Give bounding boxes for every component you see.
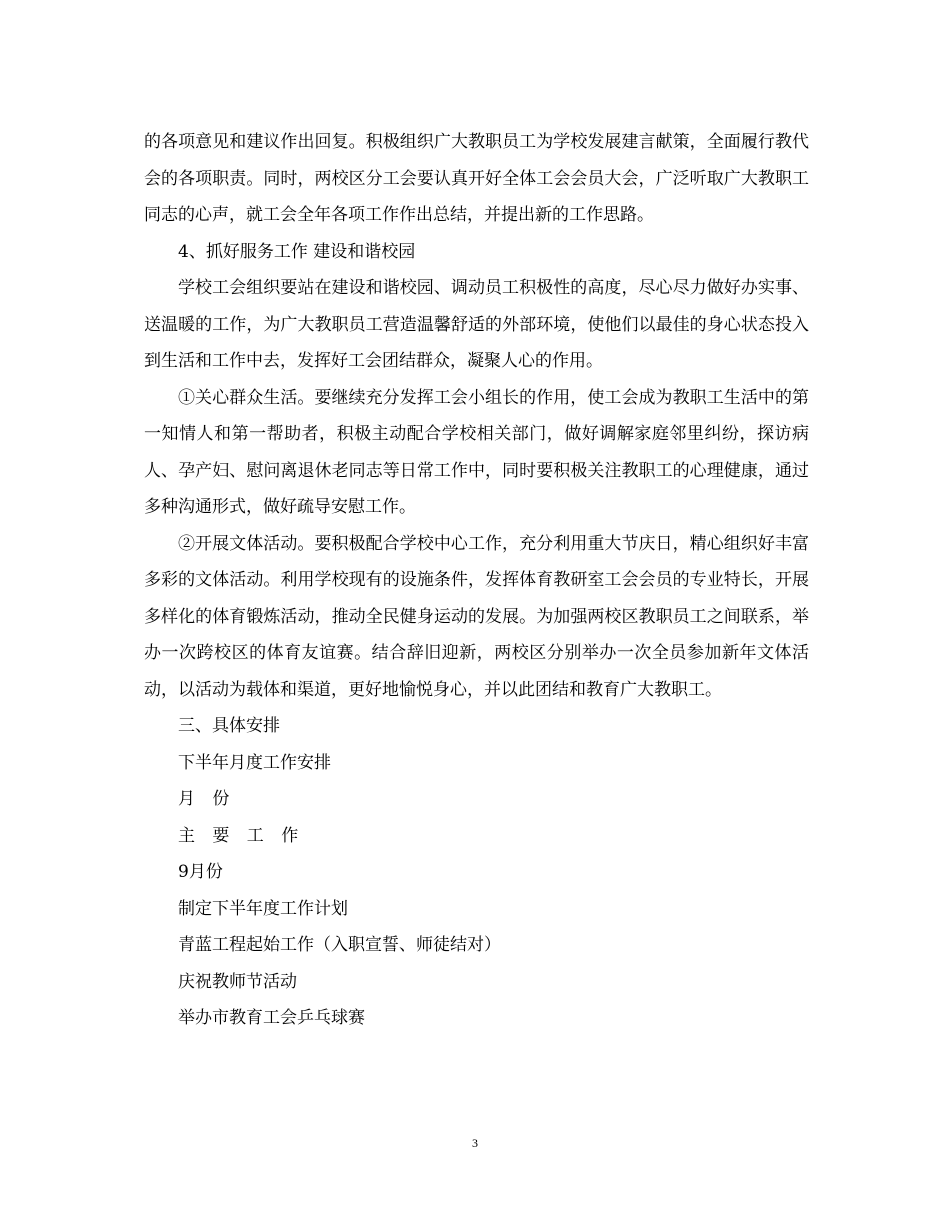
section-heading-service: 4、抓好服务工作 建设和谐校园	[178, 241, 416, 262]
page-number: 3	[472, 1136, 478, 1150]
schedule-item: 青蓝工程起始工作（入职宣誓、师徒结对）	[178, 935, 501, 955]
table-header-main-work: 主 要 工 作	[178, 825, 305, 846]
schedule-item: 制定下半年度工作计划	[178, 898, 348, 919]
schedule-month-september: 9月份	[178, 862, 223, 882]
schedule-item: 举办市教育工会乒乓球赛	[178, 1008, 365, 1028]
paragraph-union-organization: 学校工会组织要站在建设和谐校园、调动员工积极性的高度，尽心尽力做好办实事、送温暖的工作，为广大教职员工营造温馨舒适的外部环境，使他们以最佳的身心状态投入到生活和工作中去，发挥好工会团结群众，凝聚人心的作用。	[144, 278, 809, 371]
paragraph-cultural-activities: ②开展文体活动。要积极配合学校中心工作，充分利用重大节庆日，精心组织好丰富多彩的文体活动。利用学校现有的设施条件，发挥体育教研室工会会员的专业特长，开展多样化的体育锻炼活动，推动全民健身运动的发展。为加强两校区教职员工之间联系，举办一次跨校区的体育友谊赛。结合辞旧迎新，两校区分别举办一次全员参加新年文体活动，以活动为载体和渠道，更好地愉悦身心，并以此团结和教育广大教职工。	[144, 533, 809, 700]
document-body	[144, 124, 809, 1037]
paragraph-continuation: 的各项意见和建议作出回复。积极组织广大教职员工为学校发展建言献策，全面履行教代会的各项职责。同时，两校区分工会要认真开好全体工会会员大会，广泛听取广大教职工同志的心声，就工会全年各项工作作出总结，并提出新的工作思路。	[144, 132, 809, 225]
section-heading-arrangements: 三、具体安排	[178, 716, 280, 736]
table-header-month: 月 份	[178, 789, 236, 809]
paragraph-care-for-staff: ①关心群众生活。要继续充分发挥工会小组长的作用，使工会成为教职工生活中的第一知情人和第一帮助者，积极主动配合学校相关部门，做好调解家庭邻里纠纷，探访病人、孕产妇、慰问离退休老同志等日常工作中，同时要积极关注教职工的心理健康，通过多种沟通形式，做好疏导安慰工作。	[144, 387, 809, 517]
schedule-item: 庆祝教师节活动	[178, 971, 297, 992]
monthly-schedule-title: 下半年月度工作安排	[178, 752, 331, 773]
